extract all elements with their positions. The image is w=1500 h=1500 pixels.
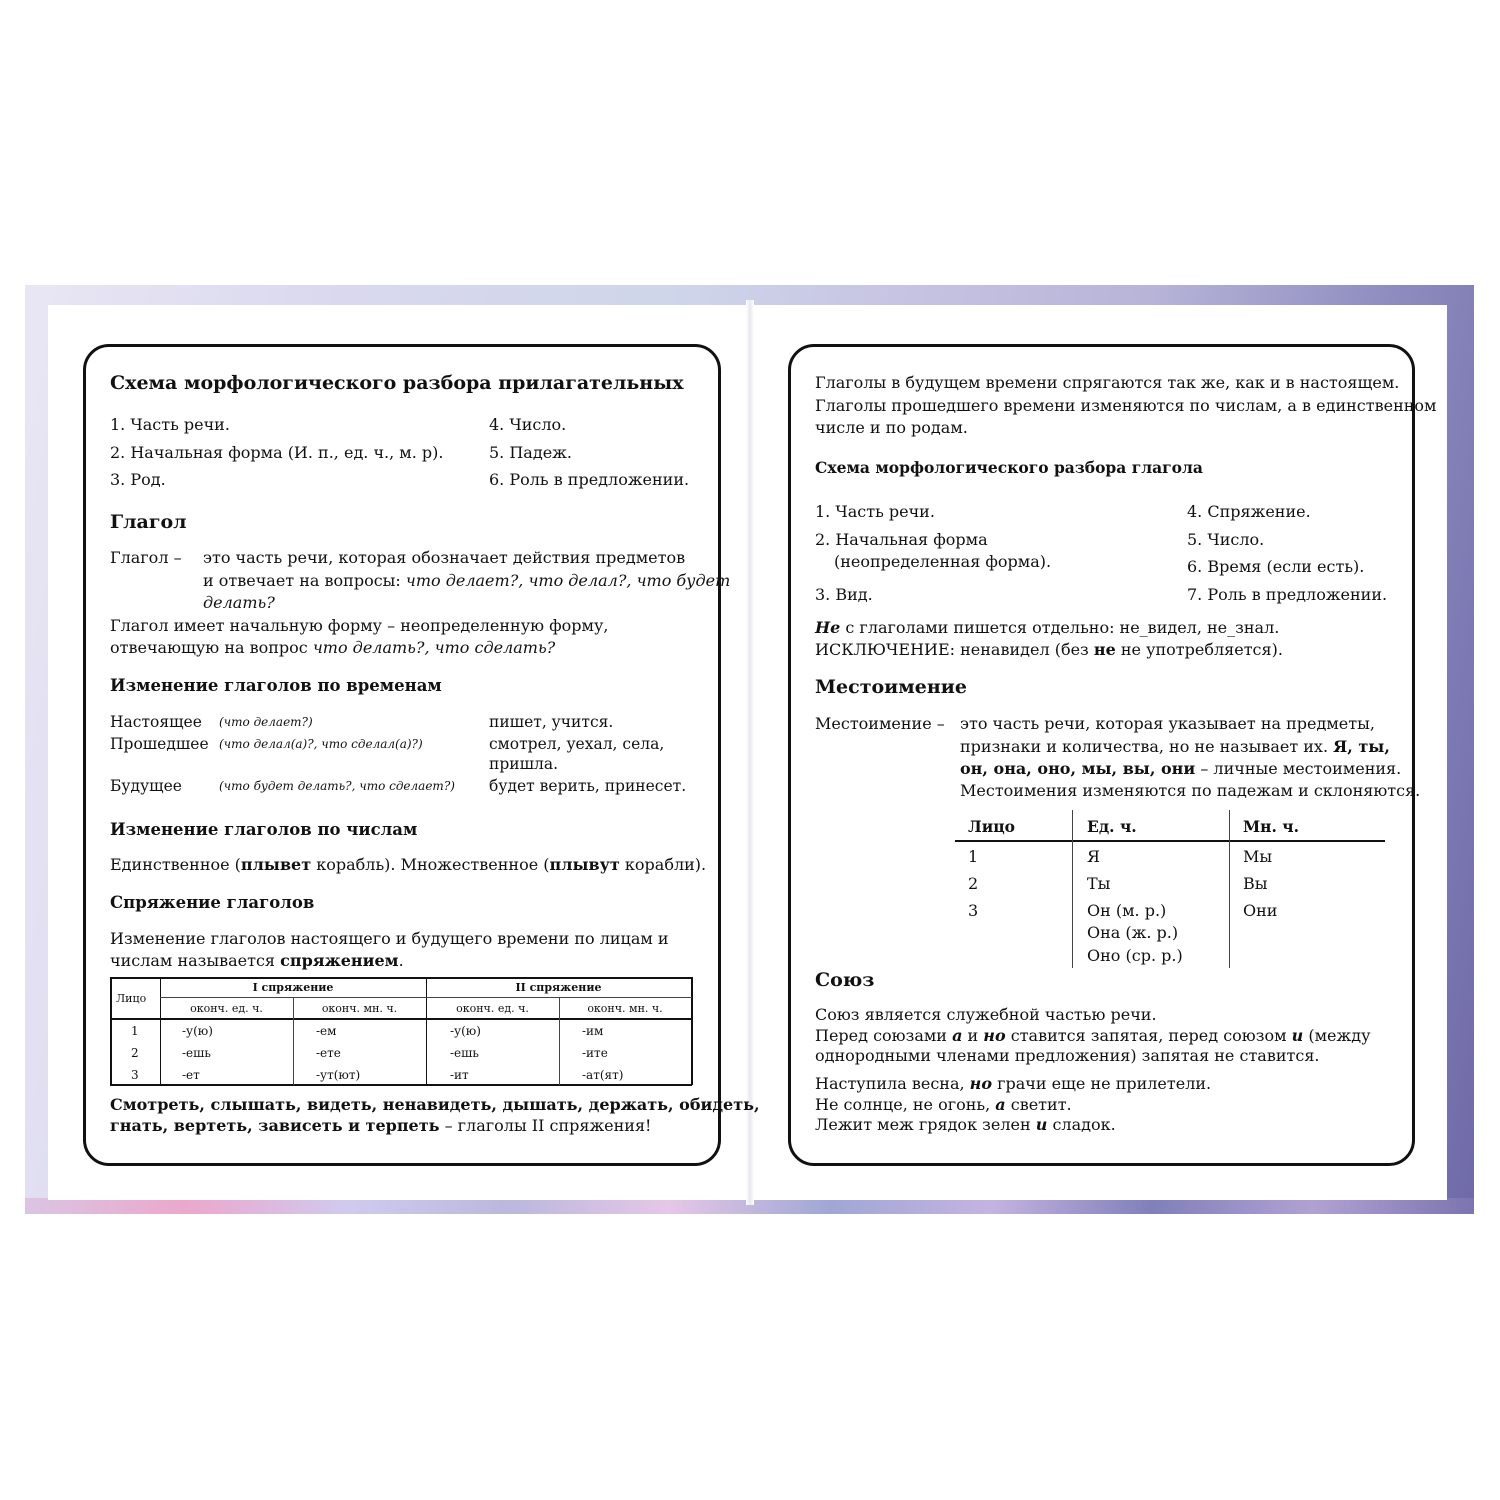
scheme-item: 3. Вид.: [815, 585, 873, 604]
exceptions-line: Смотреть, слышать, видеть, ненавидеть, дышать, держать, обидеть,: [110, 1095, 760, 1114]
scheme-item: 1. Часть речи.: [815, 502, 935, 521]
verb-def-line: делать?: [203, 593, 275, 612]
table-cell: -ите: [582, 1046, 608, 1060]
table-subheader: оконч. ед. ч.: [190, 1002, 263, 1015]
numbers-heading: Изменение глаголов по числам: [110, 820, 418, 839]
union-heading: Союз: [815, 969, 875, 991]
table-group-header: I спряжение: [252, 981, 334, 994]
adj-item: 1. Часть речи.: [110, 415, 230, 434]
pronoun-table-header: Мн. ч.: [1243, 817, 1300, 836]
verb-form-line: Глагол имеет начальную форму – неопределенную форму,: [110, 616, 609, 635]
tense-example: будет верить, принесет.: [489, 777, 687, 795]
table-cell: 2: [131, 1046, 139, 1060]
pronoun-def-line: Местоимения изменяются по падежам и склоняются.: [960, 781, 1421, 800]
tense-name: Прошедшее: [110, 735, 209, 753]
pronoun-cell: Она (ж. р.): [1087, 923, 1179, 942]
adj-scheme-title: Схема морфологического разбора прилагательных: [110, 372, 684, 394]
pronoun-cell: 1: [968, 847, 979, 866]
tenses-heading: Изменение глаголов по временам: [110, 676, 442, 695]
table-cell: -ут(ют): [316, 1068, 361, 1082]
ne-rule: Не с глаголами пишется отдельно: не_видел, не_знал.: [815, 618, 1280, 637]
scheme-item: 2. Начальная форма: [815, 530, 988, 549]
table-cell: -ем: [316, 1024, 337, 1038]
pronoun-def-line: признаки и количества, но не называет их. Я, ты,: [960, 737, 1390, 756]
intro-line: Глаголы прошедшего времени изменяются по числам, а в единственном: [815, 396, 1437, 415]
tense-example: смотрел, уехал, села,: [489, 735, 665, 753]
tense-question: (что делает?): [219, 715, 313, 729]
tense-example: пишет, учится.: [489, 713, 614, 731]
conjugation-heading: Спряжение глаголов: [110, 893, 315, 912]
intro-line: числе и по родам.: [815, 418, 968, 437]
table-cell: -ет: [182, 1068, 200, 1082]
verb-def-line: это часть речи, которая обозначает действия предметов: [203, 548, 686, 567]
table-subheader: оконч. ед. ч.: [456, 1002, 529, 1015]
adj-item: 2. Начальная форма (И. п., ед. ч., м. р).: [110, 443, 444, 462]
union-example: Лежит меж грядок зелен и сладок.: [815, 1115, 1116, 1134]
table-cell: -ат(ят): [582, 1068, 624, 1082]
scheme-item: 7. Роль в предложении.: [1187, 585, 1388, 604]
scheme-item: (неопределенная форма).: [834, 552, 1052, 571]
table-cell: -им: [582, 1024, 604, 1038]
pronoun-cell: 2: [968, 874, 979, 893]
union-example: Наступила весна, но грачи еще не прилетели.: [815, 1074, 1212, 1093]
conjugation-text: числам называется спряжением.: [110, 951, 404, 970]
tense-question: (что делал(а)?, что сделал(а)?): [219, 737, 423, 751]
union-text: Перед союзами а и но ставится запятая, перед союзом и (между: [815, 1026, 1371, 1045]
table-group-header: II спряжение: [515, 981, 602, 994]
table-subheader: оконч. мн. ч.: [321, 1002, 398, 1015]
pronoun-heading: Местоимение: [815, 676, 967, 698]
union-example: Не солнце, не огонь, а светит.: [815, 1095, 1072, 1114]
table-cell: -ете: [316, 1046, 341, 1060]
union-text: Союз является служебной частью речи.: [815, 1005, 1157, 1024]
scheme-item: 5. Число.: [1187, 530, 1265, 549]
exception-rule: ИСКЛЮЧЕНИЕ: ненавидел (без не не употребляется).: [815, 640, 1283, 659]
table-cell: 1: [131, 1024, 139, 1038]
numbers-text: Единственное (плывет корабль). Множественное (плывут корабли).: [110, 855, 707, 874]
book-spine: [746, 300, 754, 1205]
table-cell: -ешь: [182, 1046, 211, 1060]
scheme-item: 6. Время (если есть).: [1187, 557, 1365, 576]
adj-item: 4. Число.: [489, 415, 567, 434]
verb-heading: Глагол: [110, 511, 187, 533]
exceptions-line: гнать, вертеть, зависеть и терпеть – глаголы II спряжения!: [110, 1116, 652, 1135]
verb-def-line: и отвечает на вопросы: что делает?, что делал?, что будет: [203, 571, 731, 590]
pronoun-cell: Они: [1243, 901, 1278, 920]
pronoun-cell: Оно (ср. р.): [1087, 946, 1183, 965]
left-content-frame: [83, 344, 721, 1166]
pronoun-def-line: он, она, оно, мы, вы, они – личные местоимения.: [960, 759, 1402, 778]
table-cell: -у(ю): [450, 1024, 481, 1038]
tense-question: (что будет делать?, что сделает?): [219, 779, 455, 793]
tense-name: Настоящее: [110, 713, 202, 731]
union-text: однородными членами предложения) запятая не ставится.: [815, 1046, 1320, 1065]
adj-item: 5. Падеж.: [489, 443, 572, 462]
intro-line: Глаголы в будущем времени спрягаются так же, как и в настоящем.: [815, 373, 1400, 392]
scheme-item: 4. Спряжение.: [1187, 502, 1311, 521]
verb-def-term: Глагол –: [110, 548, 182, 567]
conjugation-text: Изменение глаголов настоящего и будущего времени по лицам и: [110, 929, 669, 948]
pronoun-cell: Мы: [1243, 847, 1273, 866]
pronoun-cell: Вы: [1243, 874, 1268, 893]
adj-item: 6. Роль в предложении.: [489, 470, 690, 489]
pronoun-def-line: это часть речи, которая указывает на предметы,: [960, 714, 1375, 733]
table-cell: -ит: [450, 1068, 469, 1082]
table-cell: -у(ю): [182, 1024, 213, 1038]
pronoun-cell: 3: [968, 901, 979, 920]
table-cell: -ешь: [450, 1046, 479, 1060]
tense-example: пришла.: [489, 755, 559, 773]
pronoun-table-header: Лицо: [968, 817, 1015, 836]
adj-item: 3. Род.: [110, 470, 166, 489]
verb-scheme-title: Схема морфологического разбора глагола: [815, 458, 1203, 477]
table-cell: 3: [131, 1068, 139, 1082]
pronoun-table-header: Ед. ч.: [1087, 817, 1137, 836]
table-header: Лицо: [116, 992, 147, 1005]
table-subheader: оконч. мн. ч.: [587, 1002, 663, 1015]
pronoun-cell: Я: [1087, 847, 1100, 866]
pronoun-cell: Ты: [1087, 874, 1111, 893]
pronoun-cell: Он (м. р.): [1087, 901, 1167, 920]
verb-form-line: отвечающую на вопрос что делать?, что сделать?: [110, 638, 556, 657]
pronoun-term: Местоимение –: [815, 714, 945, 733]
tense-name: Будущее: [110, 777, 182, 795]
